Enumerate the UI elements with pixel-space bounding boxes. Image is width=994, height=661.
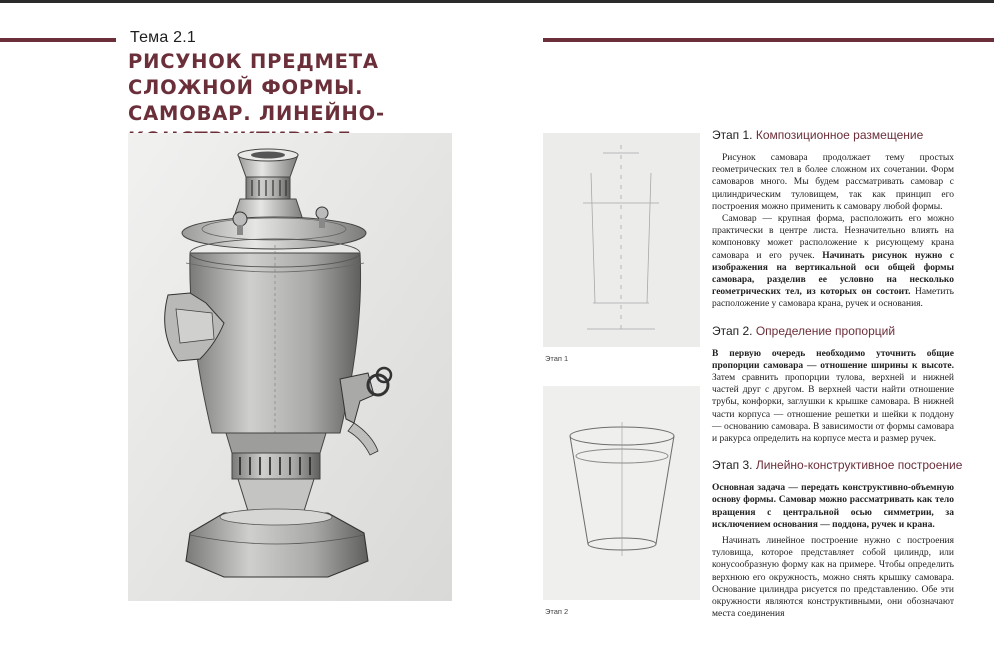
stage1-heading	[712, 128, 954, 142]
stage3-number: Этап 3.	[712, 458, 753, 473]
stage2-p1-text: Затем сравнить пропорции тулова, верхней и нижней частей друг с другом. В верхней части найти отношение трубы, конфорки, заглушки к крышке самовара. В нижней части корпуса — отношение решетки и шейки к поддону — основанию самовара. В зависимости от формы самовара и ракурса определить на корпусе места и размер ручек.	[712, 373, 954, 445]
stage1-name: Композиционное размещение	[755, 128, 924, 142]
stage1-paragraph-1: Рисунок самовара продолжает тему простых геометрических тел в более сложном их сочетании. Форм самоваров много. Мы будем рассматривать самовар с цилиндрическим туловищем, так как принцип его построения можно применить к самовару любой формы.	[712, 153, 954, 212]
stage1-number: Этап 1.	[712, 128, 753, 142]
stage1-sketch-image	[543, 133, 700, 347]
stage3-name: Линейно-конструктивное построение	[755, 458, 963, 473]
stage2-number: Этап 2.	[712, 323, 753, 338]
stage1-p2-text-a: Самовар — крупная форма, расположить его можно практически в центре листа. Незначительно влиять на компоновку может расположение к рисующему крана самовара и его ручек.	[712, 214, 954, 261]
stage3-p1-bold: Основная задача — передать конструктивно-объемную основу формы. Самовар можно рассматривать как тело вращения с центральной осью симметрии, за исключением основания — поддона, ручек и крана.	[712, 483, 954, 530]
stage1-p2-text-c: Наметить расположение у самовара крана, ручек и основания.	[712, 287, 954, 310]
stage2-heading	[712, 324, 954, 338]
stage2-p1-bold: В первую очередь необходимо уточнить общие пропорции самовара — отношение ширины к высоте.	[712, 348, 954, 371]
page-title: РИСУНОК ПРЕДМЕТА СЛОЖНОЙ ФОРМЫ. САМОВАР. ЛИНЕЙНО-	[128, 50, 385, 125]
stage3-paragraph-2: Начинать линейное построение нужно с построения туловища, которое представляет собой цилиндр, или конусообразную форму как на примере. Чтобы определить верхнюю его окружность, можно снять крышку самовара. Основание цилиндра рисуется по представлению. Обе эти окружности являются конструктивными, они обозначают места соединения	[712, 536, 954, 620]
stage1-p2-bold: Начинать рисунок нужно с изображения на вертикальной оси общей формы самовара, разделив ее условно на несколько геометрических тел, из которых он состоит.	[712, 250, 954, 298]
stage3-heading	[712, 458, 963, 473]
stage2-sketch-image	[543, 386, 700, 600]
stage1-paragraph-2	[712, 213, 954, 311]
text-column	[712, 128, 963, 621]
top-border-line	[0, 0, 994, 3]
stage3-paragraph-1	[712, 482, 954, 531]
stage2-name: Определение пропорций	[755, 323, 896, 338]
stage1-caption: Этап 1	[545, 354, 569, 363]
samovar-drawing-image	[128, 133, 452, 601]
stage2-paragraph-1	[712, 348, 954, 446]
left-accent-rule	[0, 38, 116, 42]
right-accent-rule	[543, 38, 994, 42]
stage2-caption: Этап 2	[545, 607, 569, 616]
theme-label: Тема 2.1	[130, 29, 196, 46]
